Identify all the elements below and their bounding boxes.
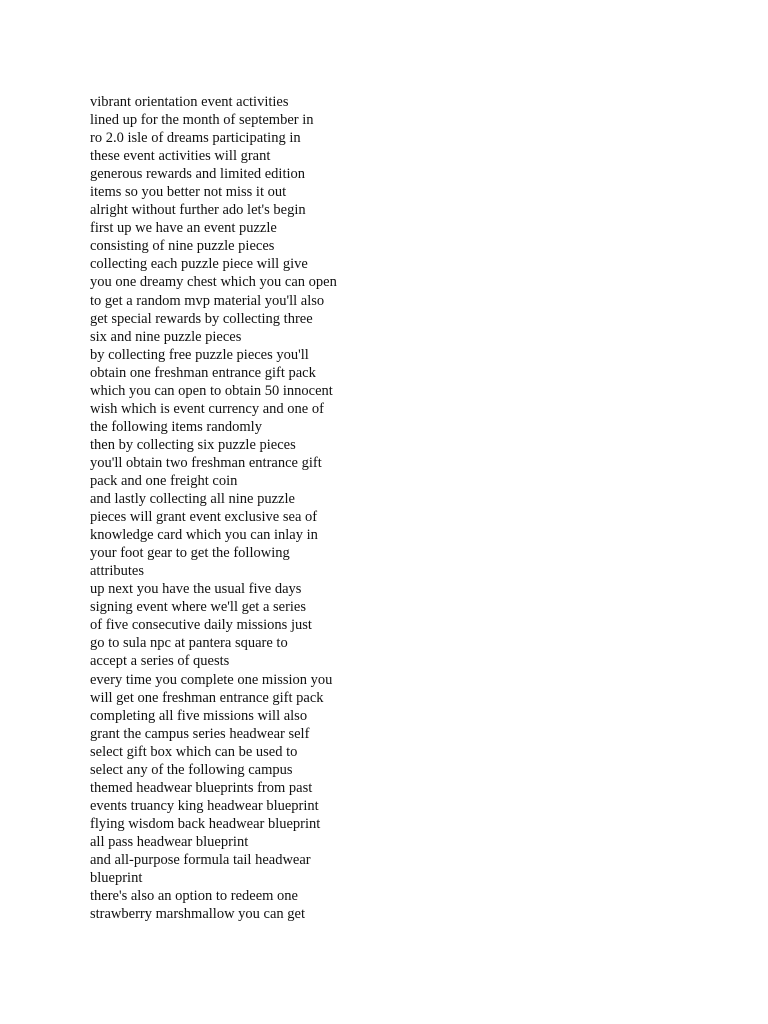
text-line: lined up for the month of september in (90, 112, 314, 129)
text-line: collecting each puzzle piece will give (90, 256, 308, 273)
text-line: knowledge card which you can inlay in (90, 527, 318, 544)
text-line: select gift box which can be used to (90, 743, 298, 760)
text-line: you'll obtain two freshman entrance gift (90, 454, 322, 471)
text-line: attributes (90, 563, 144, 580)
text-line: get special rewards by collecting three (90, 310, 313, 327)
text-line: completing all five missions will also (90, 707, 308, 724)
text-line: signing event where we'll get a series (90, 599, 307, 616)
text-line: you one dreamy chest which you can open (90, 274, 337, 291)
text-line: and all-purpose formula tail headwear (90, 851, 311, 868)
text-line: strawberry marshmallow you can get (90, 906, 306, 923)
text-line: which you can open to obtain 50 innocent (90, 382, 333, 399)
text-line: your foot gear to get the following (90, 545, 290, 562)
text-line: accept a series of quests (90, 653, 230, 670)
text-line: alright without further ado let's begin (90, 202, 306, 219)
text-line: wish which is event currency and one of (90, 400, 324, 417)
text-line: generous rewards and limited edition (90, 166, 306, 183)
text-line: by collecting free puzzle pieces you'll (90, 346, 309, 363)
text-line: events truancy king headwear blueprint (90, 797, 319, 814)
text-line: up next you have the usual five days (90, 581, 302, 598)
text-line: consisting of nine puzzle pieces (90, 238, 275, 255)
text-line: go to sula npc at pantera square to (90, 635, 288, 652)
text-line: select any of the following campus (90, 761, 293, 778)
text-line: flying wisdom back headwear blueprint (90, 815, 321, 832)
text-line: the following items randomly (90, 418, 262, 435)
text-line: then by collecting six puzzle pieces (90, 436, 296, 453)
text-line: vibrant orientation event activities (90, 94, 289, 110)
text-line: themed headwear blueprints from past (90, 779, 313, 796)
text-line: all pass headwear blueprint (90, 833, 249, 850)
text-line: pieces will grant event exclusive sea of (90, 509, 318, 526)
text-line: and lastly collecting all nine puzzle (90, 491, 295, 508)
text-line: of five consecutive daily missions just (90, 617, 312, 634)
text-line: obtain one freshman entrance gift pack (90, 364, 316, 381)
text-line: these event activities will grant (90, 148, 271, 165)
text-line: six and nine puzzle pieces (90, 328, 242, 345)
text-line: blueprint (90, 870, 143, 887)
text-line: first up we have an event puzzle (90, 220, 277, 237)
text-line: grant the campus series headwear self (90, 725, 310, 742)
transcript-text (90, 93, 337, 923)
text-line: pack and one freight coin (90, 472, 238, 489)
text-line: items so you better not miss it out (90, 184, 287, 201)
text-line: to get a random mvp material you'll also (90, 292, 325, 309)
text-line: ro 2.0 isle of dreams participating in (90, 130, 301, 147)
text-line: there's also an option to redeem one (90, 888, 298, 905)
text-line: will get one freshman entrance gift pack (90, 689, 324, 706)
text-line: every time you complete one mission you (90, 671, 333, 688)
